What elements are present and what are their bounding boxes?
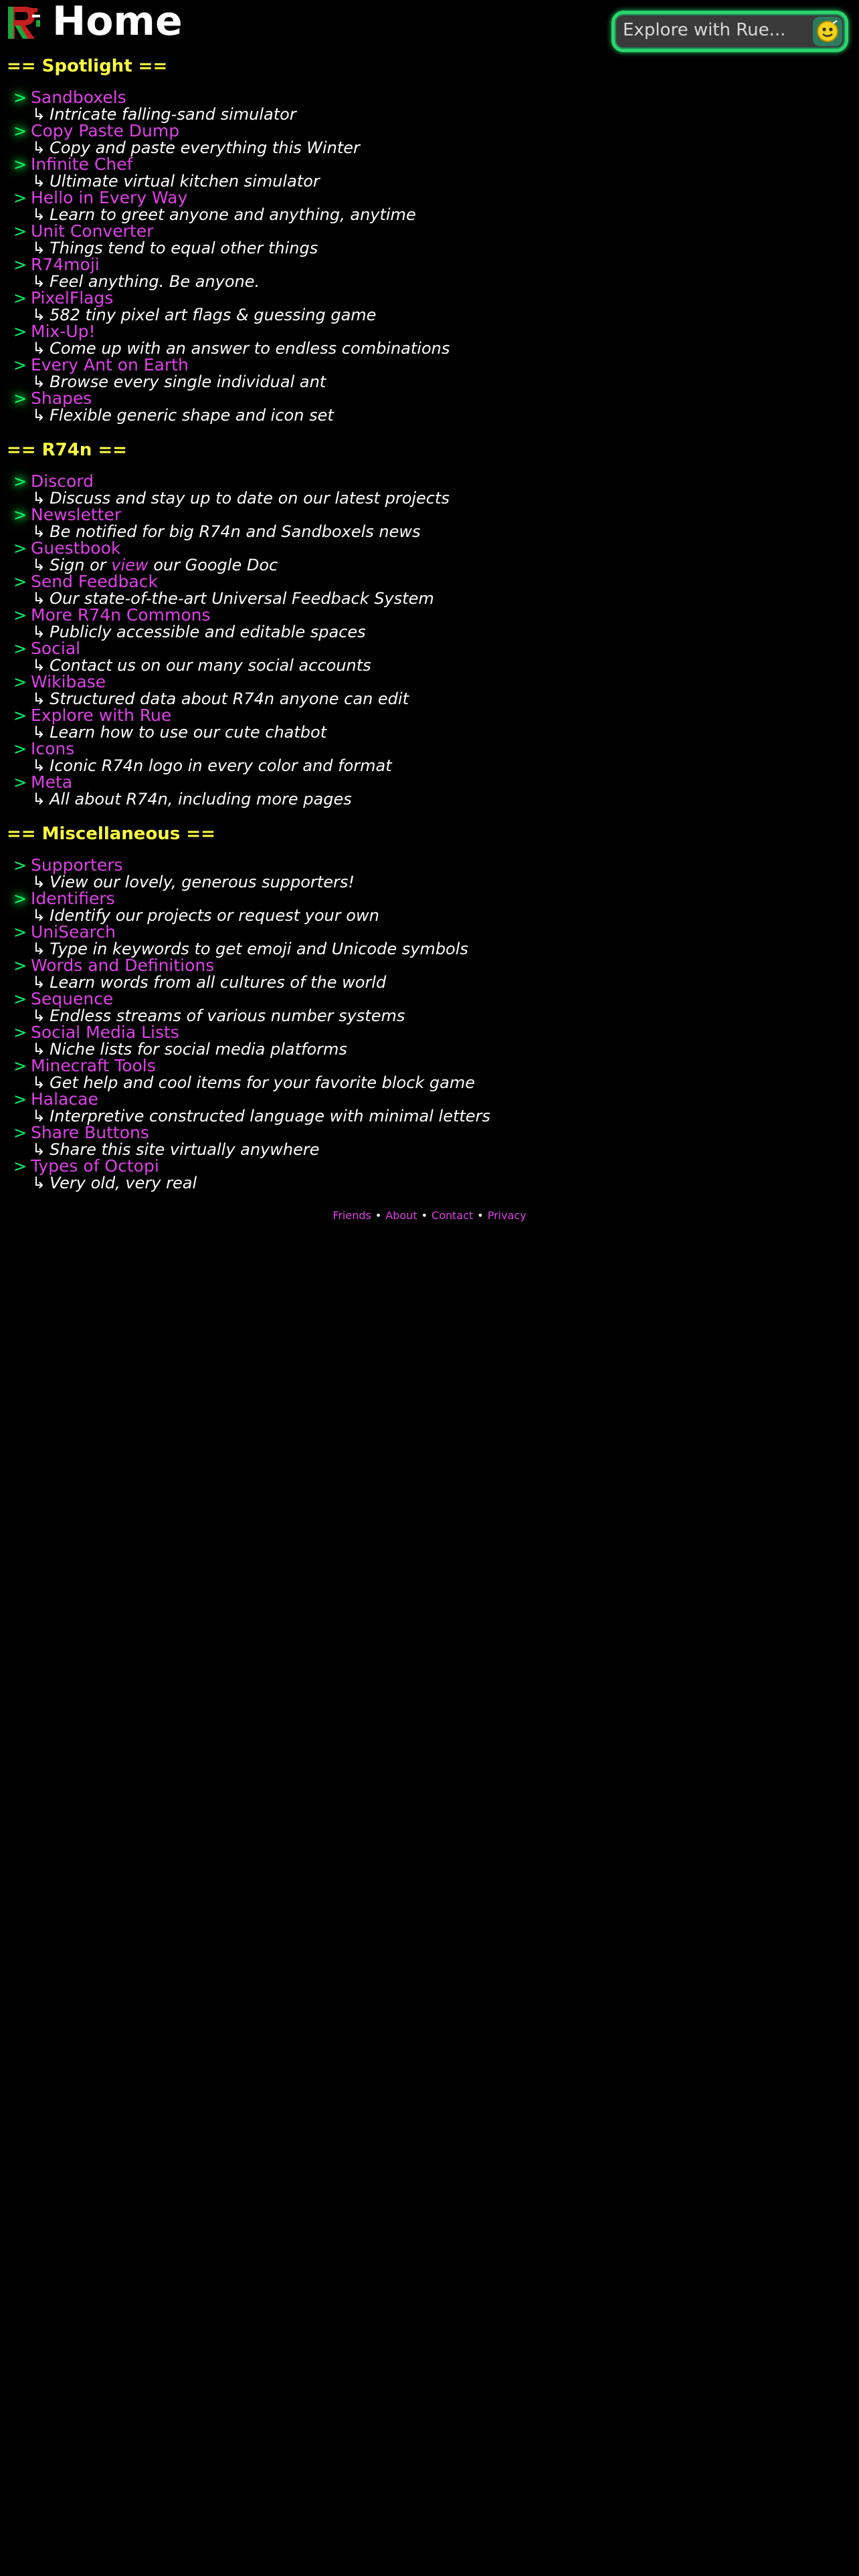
item-description: ↳ Feel anything. Be anyone. <box>32 272 260 291</box>
return-arrow-icon: ↳ <box>32 172 46 191</box>
section-heading-r74n: == R74n == <box>7 440 127 460</box>
return-arrow-icon: ↳ <box>32 372 46 391</box>
return-arrow-icon: ↳ <box>32 1107 46 1125</box>
item-link-supporters[interactable]: Supporters <box>31 855 123 875</box>
list-item <box>13 1123 816 1157</box>
item-description: ↳ Learn to greet anyone and anything, anytime <box>32 205 416 224</box>
item-link-social-media-lists[interactable]: Social Media Lists <box>31 1023 179 1042</box>
return-arrow-icon: ↳ <box>32 623 46 641</box>
footer-separator: • <box>375 1209 382 1222</box>
return-arrow-icon: ↳ <box>32 656 46 675</box>
item-description: ↳ Structured data about R74n anyone can edit <box>32 689 409 708</box>
list-item <box>13 956 816 990</box>
list-item <box>13 1057 816 1090</box>
r74n-logo[interactable] <box>5 5 41 40</box>
item-link-sequence[interactable]: Sequence <box>31 989 114 1008</box>
return-arrow-icon: ↳ <box>32 556 46 574</box>
item-description: ↳ All about R74n, including more pages <box>32 790 352 809</box>
footer-separator: • <box>421 1209 428 1222</box>
list-item <box>13 289 816 322</box>
return-arrow-icon: ↳ <box>32 1174 46 1192</box>
item-description: ↳ 582 tiny pixel art flags & guessing game <box>32 306 377 324</box>
return-arrow-icon: ↳ <box>32 873 46 891</box>
list-item <box>13 706 816 740</box>
item-link-meta[interactable]: Meta <box>31 772 73 792</box>
item-link-explore-with-rue[interactable]: Explore with Rue <box>31 706 172 725</box>
return-arrow-icon: ↳ <box>32 339 46 358</box>
section-heading-miscellaneous: == Miscellaneous == <box>7 824 215 844</box>
item-description: ↳ Things tend to equal other things <box>32 239 318 257</box>
return-arrow-icon: ↳ <box>32 306 46 324</box>
item-description: ↳ Interpretive constructed language with minimal letters <box>32 1107 490 1125</box>
item-description: ↳ Get help and cool items for your favorite block game <box>32 1073 476 1092</box>
return-arrow-icon: ↳ <box>32 272 46 291</box>
item-link-wikibase[interactable]: Wikibase <box>31 672 106 691</box>
item-link-shapes[interactable]: Shapes <box>31 389 92 408</box>
return-arrow-icon: ↳ <box>32 239 46 257</box>
item-description: ↳ Browse every single individual ant <box>32 372 326 391</box>
item-link-sandboxels[interactable]: Sandboxels <box>31 88 126 107</box>
chevron-icon: > <box>13 122 27 140</box>
item-description: ↳ View our lovely, generous supporters! <box>32 873 355 891</box>
return-arrow-icon: ↳ <box>32 940 46 958</box>
list-item <box>13 990 816 1023</box>
chevron-icon: > <box>13 923 27 942</box>
list-item <box>13 1023 816 1057</box>
item-description: ↳ Contact us on our many social accounts <box>32 656 371 675</box>
return-arrow-icon: ↳ <box>32 105 46 124</box>
chevron-icon: > <box>13 189 27 207</box>
chevron-icon: > <box>13 88 27 107</box>
chevron-icon: > <box>13 1090 27 1109</box>
list-item <box>13 1090 816 1123</box>
rue-face-icon <box>813 17 842 46</box>
section-heading-spotlight: == Spotlight == <box>7 56 168 76</box>
list-item <box>13 356 816 389</box>
item-description: ↳ Be notified for big R74n and Sandboxels news <box>32 522 421 541</box>
rue-chat-button[interactable] <box>813 17 842 46</box>
page-header <box>0 0 859 48</box>
return-arrow-icon: ↳ <box>32 1006 46 1025</box>
item-link-r74moji[interactable]: R74moji <box>31 255 100 274</box>
list-item <box>13 472 816 506</box>
return-arrow-icon: ↳ <box>32 906 46 925</box>
list-item <box>13 923 816 956</box>
return-arrow-icon: ↳ <box>32 1040 46 1059</box>
chevron-icon: > <box>13 856 27 875</box>
return-arrow-icon: ↳ <box>32 1073 46 1092</box>
item-description: ↳ Publicly accessible and editable spaces <box>32 623 366 641</box>
chevron-icon: > <box>13 472 27 491</box>
chevron-icon: > <box>13 322 27 341</box>
list-item <box>13 889 816 923</box>
item-description: ↳ Flexible generic shape and icon set <box>32 406 334 425</box>
chevron-icon: > <box>13 956 27 975</box>
item-link-share-buttons[interactable]: Share Buttons <box>31 1123 149 1142</box>
item-link-words-and-definitions[interactable]: Words and Definitions <box>31 956 215 975</box>
search-box <box>611 11 848 52</box>
list-item <box>13 255 816 289</box>
chevron-icon: > <box>13 639 27 658</box>
chevron-icon: > <box>13 740 27 758</box>
page-title: Home <box>52 0 183 45</box>
list-item <box>13 572 816 606</box>
item-description: ↳ Very old, very real <box>32 1174 197 1192</box>
footer-link-friends[interactable]: Friends <box>332 1209 371 1222</box>
chevron-icon: > <box>13 889 27 908</box>
list-item <box>13 189 816 222</box>
guestbook-view-link[interactable]: view <box>111 556 149 574</box>
item-description: ↳ Intricate falling-sand simulator <box>32 105 296 124</box>
item-link-newsletter[interactable]: Newsletter <box>31 505 122 524</box>
list-item <box>13 606 816 639</box>
item-link-copy-paste-dump[interactable]: Copy Paste Dump <box>31 121 180 140</box>
item-description: ↳ Type in keywords to get emoji and Unicode symbols <box>32 940 468 958</box>
item-link-icons[interactable]: Icons <box>31 739 75 758</box>
item-link-identifiers[interactable]: Identifiers <box>31 889 115 908</box>
search-input[interactable] <box>619 17 814 43</box>
list-item <box>13 322 816 356</box>
chevron-icon: > <box>13 356 27 374</box>
item-link-send-feedback[interactable]: Send Feedback <box>31 572 158 591</box>
item-description: ↳ Share this site virtually anywhere <box>32 1140 320 1159</box>
list-item <box>13 155 816 189</box>
item-link-social[interactable]: Social <box>31 639 81 658</box>
return-arrow-icon: ↳ <box>32 589 46 608</box>
item-link-mix-up[interactable]: Mix-Up! <box>31 322 96 341</box>
return-arrow-icon: ↳ <box>32 723 46 742</box>
item-description: ↳ Sign or view our Google Doc <box>32 556 278 574</box>
item-description: ↳ Endless streams of various number systems <box>32 1006 405 1025</box>
list-item <box>13 740 816 773</box>
item-link-unisearch[interactable]: UniSearch <box>31 922 116 942</box>
chevron-icon: > <box>13 506 27 524</box>
return-arrow-icon: ↳ <box>32 756 46 775</box>
return-arrow-icon: ↳ <box>32 205 46 224</box>
item-link-discord[interactable]: Discord <box>31 471 94 491</box>
item-description: ↳ Identify our projects or request your own <box>32 906 379 925</box>
item-link-pixelflags[interactable]: PixelFlags <box>31 288 114 308</box>
item-link-halacae[interactable]: Halacae <box>31 1089 98 1109</box>
return-arrow-icon: ↳ <box>32 522 46 541</box>
chevron-icon: > <box>13 606 27 625</box>
return-arrow-icon: ↳ <box>32 973 46 992</box>
item-description: ↳ Copy and paste everything this Winter <box>32 138 360 157</box>
item-link-types-of-octopi[interactable]: Types of Octopi <box>31 1156 159 1176</box>
list-item <box>13 856 816 889</box>
item-link-unit-converter[interactable]: Unit Converter <box>31 221 154 241</box>
list-item <box>13 88 816 122</box>
chevron-icon: > <box>13 1057 27 1075</box>
item-link-guestbook[interactable]: Guestbook <box>31 538 121 558</box>
item-description: ↳ Learn how to use our cute chatbot <box>32 723 327 742</box>
item-description: ↳ Iconic R74n logo in every color and format <box>32 756 392 775</box>
chevron-icon: > <box>13 389 27 408</box>
list-item <box>13 673 816 706</box>
return-arrow-icon: ↳ <box>32 790 46 809</box>
chevron-icon: > <box>13 155 27 174</box>
chevron-icon: > <box>13 255 27 274</box>
item-link-infinite-chef[interactable]: Infinite Chef <box>31 154 133 174</box>
chevron-icon: > <box>13 1023 27 1042</box>
return-arrow-icon: ↳ <box>32 138 46 157</box>
footer-link-about[interactable]: About <box>385 1209 417 1222</box>
list-item <box>13 773 816 807</box>
item-description: ↳ Ultimate virtual kitchen simulator <box>32 172 320 191</box>
item-description: ↳ Discuss and stay up to date on our latest projects <box>32 489 450 508</box>
return-arrow-icon: ↳ <box>32 489 46 508</box>
chevron-icon: > <box>13 773 27 792</box>
list-item <box>13 639 816 673</box>
list-item <box>13 1157 816 1190</box>
footer-link-contact[interactable]: Contact <box>432 1209 474 1222</box>
list-item <box>13 389 816 423</box>
chevron-icon: > <box>13 572 27 591</box>
list-item <box>13 506 816 539</box>
list-item <box>13 122 816 155</box>
return-arrow-icon: ↳ <box>32 689 46 708</box>
return-arrow-icon: ↳ <box>32 1140 46 1159</box>
item-link-every-ant-on-earth[interactable]: Every Ant on Earth <box>31 355 189 374</box>
chevron-icon: > <box>13 289 27 308</box>
item-description: ↳ Niche lists for social media platforms <box>32 1040 347 1059</box>
chevron-icon: > <box>13 1123 27 1142</box>
chevron-icon: > <box>13 706 27 725</box>
chevron-icon: > <box>13 673 27 691</box>
return-arrow-icon: ↳ <box>32 406 46 425</box>
chevron-icon: > <box>13 222 27 241</box>
footer-separator: • <box>477 1209 484 1222</box>
footer <box>0 1209 859 1222</box>
footer-link-privacy[interactable]: Privacy <box>487 1209 527 1222</box>
item-description: ↳ Learn words from all cultures of the world <box>32 973 387 992</box>
item-link-hello-in-every-way[interactable]: Hello in Every Way <box>31 188 188 207</box>
item-link-more-r74n-commons[interactable]: More R74n Commons <box>31 605 211 625</box>
chevron-icon: > <box>13 990 27 1008</box>
list-item <box>13 539 816 572</box>
item-description: ↳ Come up with an answer to endless combinations <box>32 339 450 358</box>
item-link-minecraft-tools[interactable]: Minecraft Tools <box>31 1056 156 1075</box>
chevron-icon: > <box>13 539 27 558</box>
item-description: ↳ Our state-of-the-art Universal Feedback System <box>32 589 434 608</box>
list-item <box>13 222 816 255</box>
chevron-icon: > <box>13 1157 27 1176</box>
